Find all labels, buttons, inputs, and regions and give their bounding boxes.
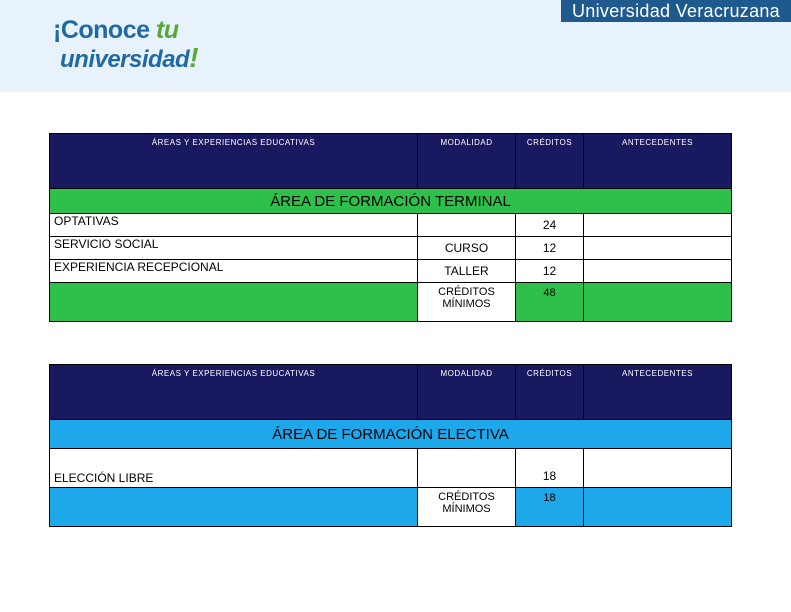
page-header [0,0,791,92]
logo-universidad: universidad! [60,42,199,73]
table-row [50,260,732,283]
row-creditos: 18 [516,449,584,488]
row-name: ELECCIÓN LIBRE [50,449,418,488]
min-row-antecedentes [584,488,732,527]
row-creditos: 24 [516,214,584,237]
area-title-row [50,420,732,449]
header-creditos: CRÉDITOS [516,365,584,420]
minimum-credits-row [50,283,732,322]
table-row [50,237,732,260]
min-credits-label: CRÉDITOS MÍNIMOS [418,488,516,527]
row-antecedentes [584,214,732,237]
table-header-row [50,365,732,420]
minimum-credits-row [50,488,732,527]
row-antecedentes [584,449,732,488]
header-areas: ÁREAS Y EXPERIENCIAS EDUCATIVAS [50,134,418,189]
row-modalidad [418,449,516,488]
min-credits-value: 18 [516,488,584,527]
row-antecedentes [584,237,732,260]
row-name: EXPERIENCIA RECEPCIONAL [50,260,418,283]
header-creditos: CRÉDITOS [516,134,584,189]
row-modalidad: CURSO [418,237,516,260]
min-credits-value: 48 [516,283,584,322]
terminal-area-table [49,133,732,322]
row-modalidad: TALLER [418,260,516,283]
min-row-spacer [50,283,418,322]
table-row [50,449,732,488]
min-credits-label: CRÉDITOS MÍNIMOS [418,283,516,322]
min-row-antecedentes [584,283,732,322]
row-creditos: 12 [516,237,584,260]
university-banner: Universidad Veracruzana [561,0,791,22]
header-modalidad: MODALIDAD [418,134,516,189]
table-row [50,214,732,237]
header-modalidad: MODALIDAD [418,365,516,420]
area-title-row [50,189,732,214]
row-antecedentes [584,260,732,283]
elective-area-table [49,364,732,527]
table-header-row [50,134,732,189]
row-name: SERVICIO SOCIAL [50,237,418,260]
row-creditos: 12 [516,260,584,283]
row-name: OPTATIVAS [50,214,418,237]
row-modalidad [418,214,516,237]
min-row-spacer [50,488,418,527]
logo-conoce-tu: ¡Conoce tu [53,16,179,44]
header-antecedentes: ANTECEDENTES [584,365,732,420]
header-areas: ÁREAS Y EXPERIENCIAS EDUCATIVAS [50,365,418,420]
area-title: ÁREA DE FORMACIÓN TERMINAL [50,189,732,214]
header-antecedentes: ANTECEDENTES [584,134,732,189]
area-title: ÁREA DE FORMACIÓN ELECTIVA [50,420,732,449]
